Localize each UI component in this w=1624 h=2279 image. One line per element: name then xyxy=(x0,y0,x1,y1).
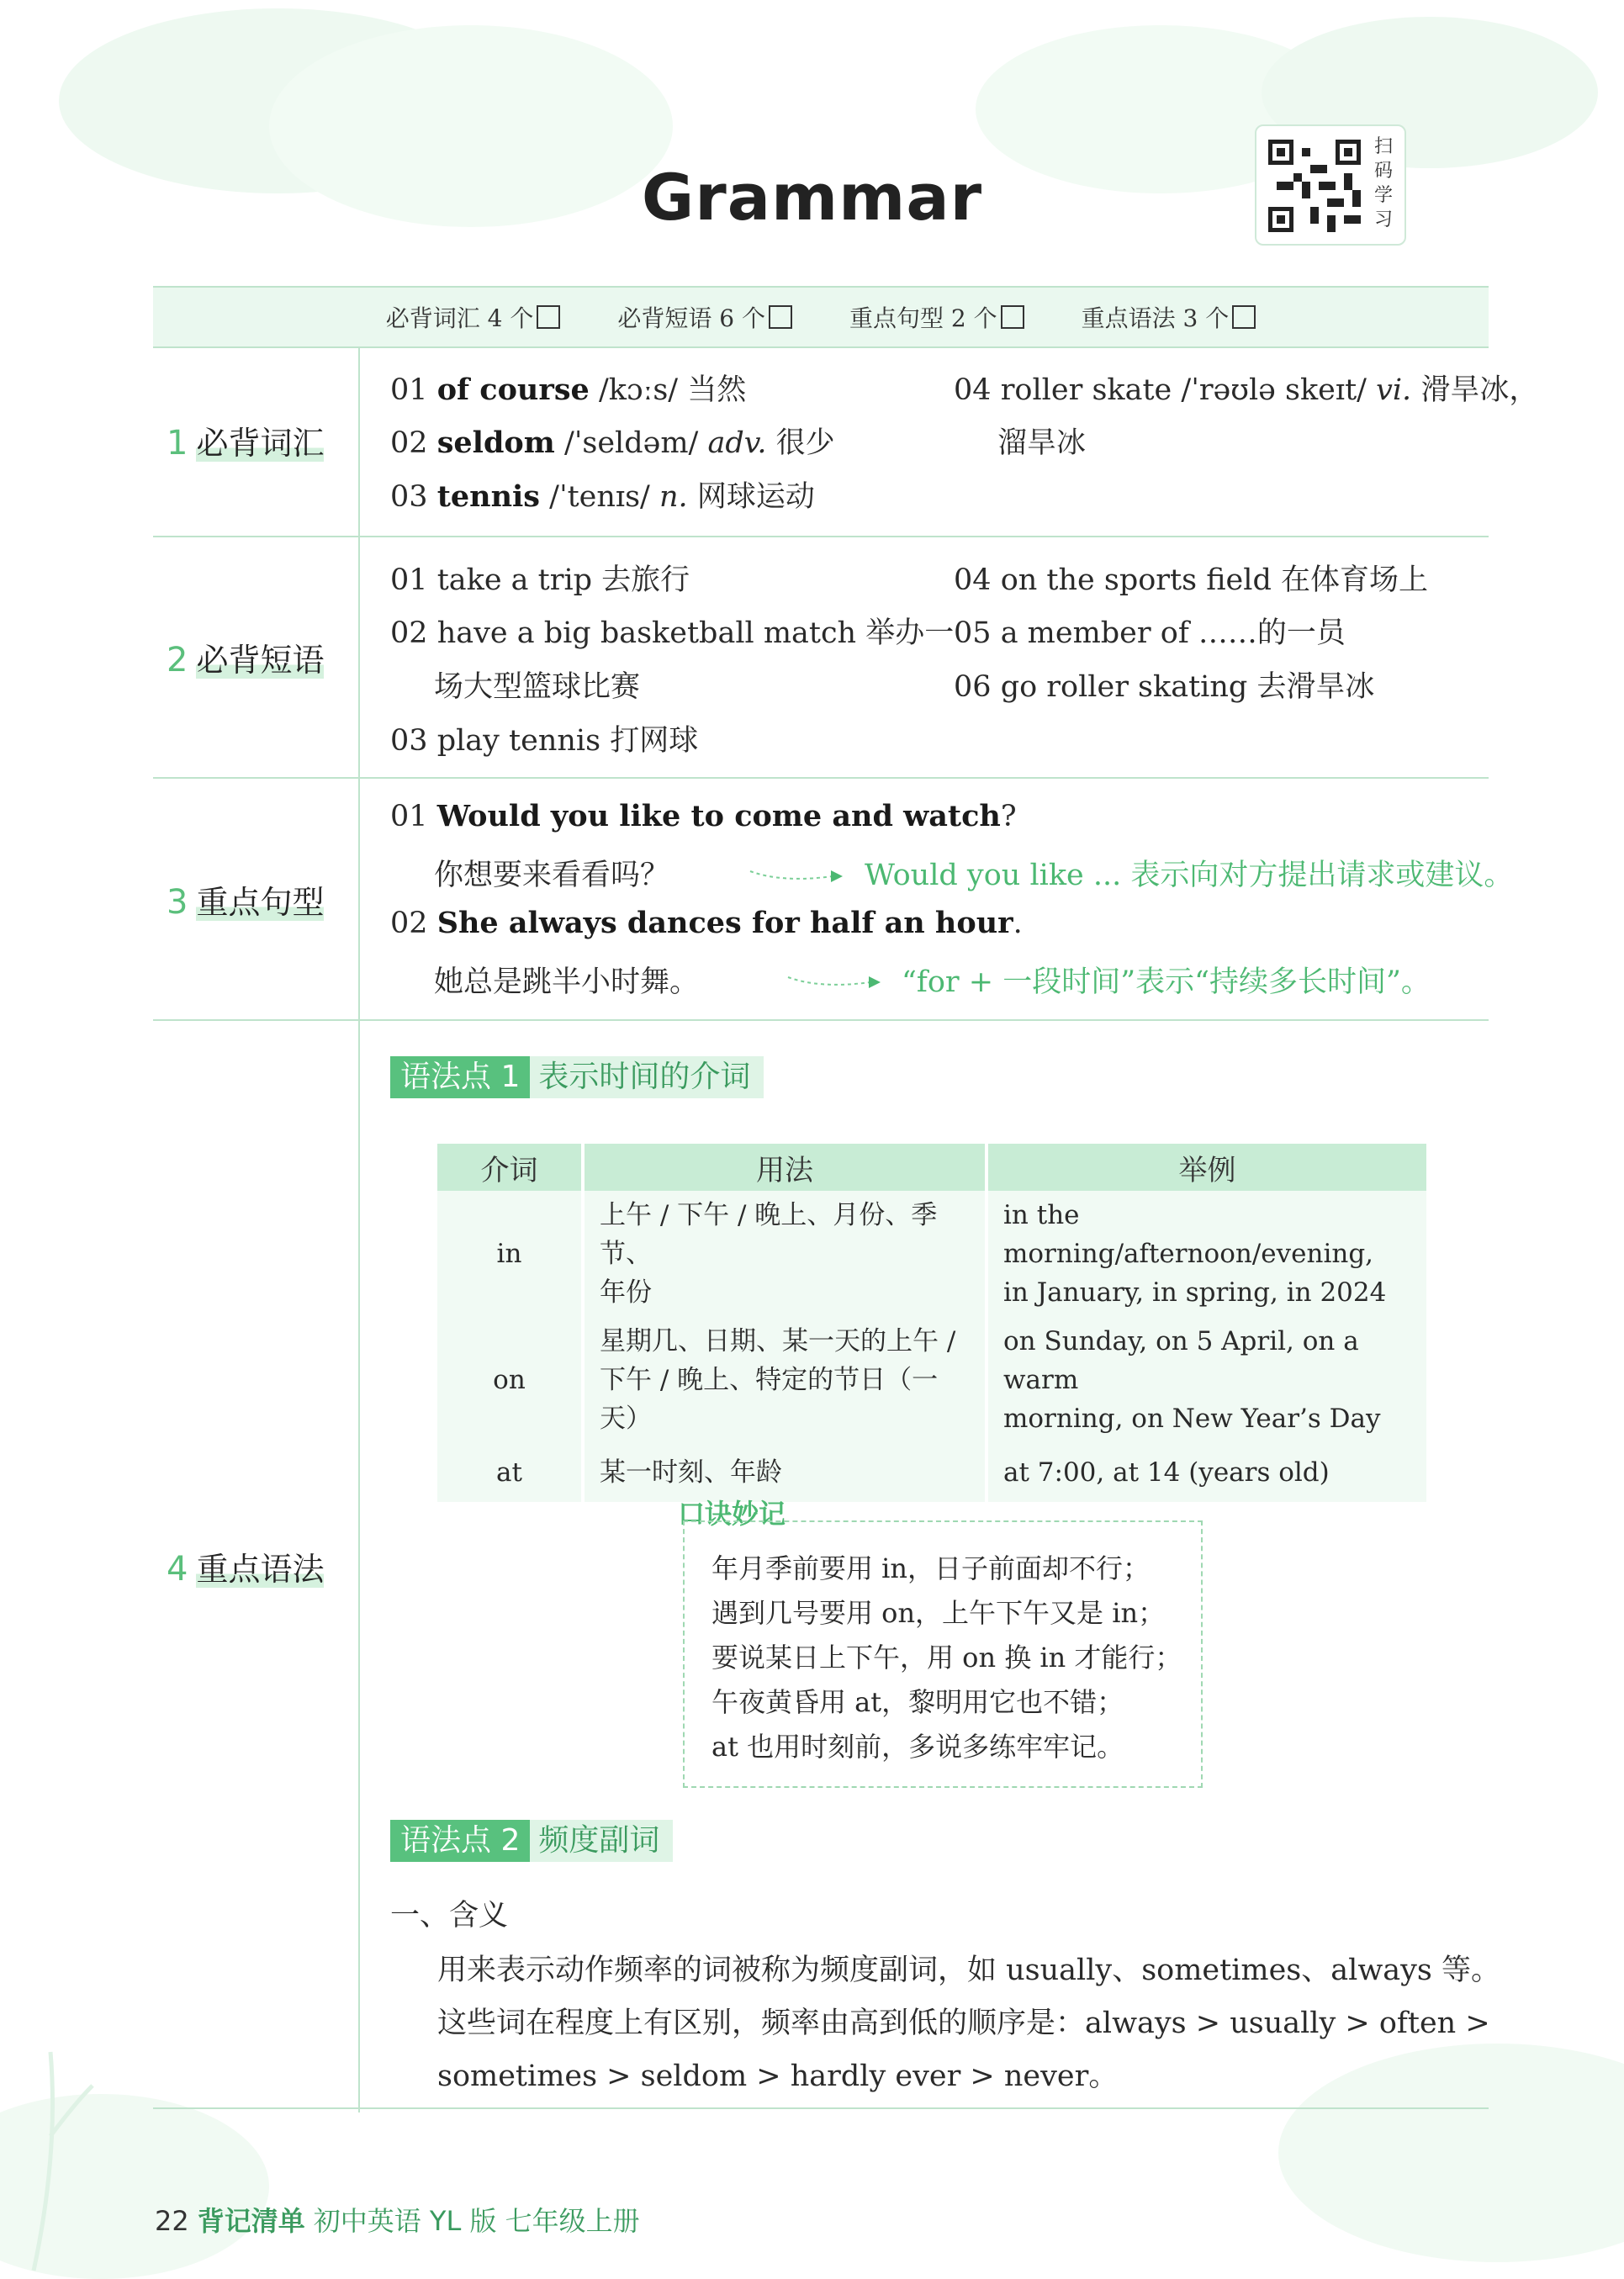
qr-code-icon xyxy=(1268,140,1361,232)
paragraph-line: 用来表示动作频率的词被称为频度副词，如 usually、sometimes、always 等。 xyxy=(437,1954,1501,1987)
table-cell: 星期几、日期、某一天的上午 / 下午 / 晚上、特定的节日（一天） xyxy=(583,1317,987,1443)
series-name: 背记清单 xyxy=(197,2205,305,2237)
vocab-item: 02 seldom /ˈseldəm/ adv. 很少 xyxy=(390,426,835,460)
table-header-row xyxy=(437,1144,1428,1191)
checkbox[interactable] xyxy=(1001,305,1024,329)
table-row xyxy=(437,1191,1428,1317)
table-cell: at xyxy=(437,1443,583,1502)
arrow-icon xyxy=(786,967,887,992)
checkbox[interactable] xyxy=(1232,305,1256,329)
mnemonic-line: 午夜黄昏用 at，黎明用它也不错； xyxy=(711,1686,1124,1718)
phrase-item: 03 play tennis 打网球 xyxy=(390,724,699,758)
mnemonic-line: 年月季前要用 in，日子前面却不行； xyxy=(711,1552,1151,1584)
section-label-phrases: 2 必背短语 xyxy=(167,641,325,679)
page-number: 22 xyxy=(155,2205,189,2237)
table-header: 用法 xyxy=(583,1144,987,1191)
page-title: Grammar xyxy=(641,160,983,235)
mnemonic-line: at 也用时刻前，多说多练牢牢记。 xyxy=(711,1731,1124,1763)
table-row xyxy=(437,1317,1428,1443)
book-subject: 初中英语 YL 版 七年级上册 xyxy=(313,2205,640,2237)
paragraph-line: 这些词在程度上有区别，频率由高到低的顺序是：always > usually > often > xyxy=(437,2007,1490,2040)
summary-bar xyxy=(153,286,1489,348)
mnemonic-box xyxy=(683,1520,1203,1788)
vocab-item: 04 roller skate /ˈrəʊlə skeɪt/ vi. 滑旱冰， xyxy=(954,373,1539,407)
section-divider xyxy=(153,1019,1489,1021)
phrase-item-continued: 场大型篮球比赛 xyxy=(434,670,641,704)
table-cell: on xyxy=(437,1317,583,1443)
section-label-vocab: 1 必背词汇 xyxy=(167,424,325,463)
table-cell: on Sunday, on 5 April, on a warm morning, on New Year’s Day xyxy=(987,1317,1428,1443)
section-divider xyxy=(153,2107,1489,2109)
phrase-item: 02 have a big basketball match 举办一 xyxy=(390,616,955,650)
phrase-item: 05 a member of ……的一员 xyxy=(954,616,1346,650)
summary-item[interactable]: 重点语法 3 个 xyxy=(1082,300,1256,334)
qr-label: 扫码学习 xyxy=(1373,136,1393,230)
section-label-grammar: 4 重点语法 xyxy=(167,1550,325,1589)
mnemonic-title: 口诀妙记 xyxy=(678,1498,786,1530)
page-footer xyxy=(155,2200,640,2239)
grammar-point-tag: 语法点 2 频度副词 xyxy=(390,1820,673,1862)
vocab-item-continued: 溜旱冰 xyxy=(997,426,1087,460)
table-cell: 某一时刻、年龄 xyxy=(583,1443,987,1502)
sentence-zh: 她总是跳半小时舞。 xyxy=(434,965,700,999)
preposition-table xyxy=(437,1144,1430,1502)
table-cell: in the morning/afternoon/evening, in January, in spring, in 2024 xyxy=(987,1191,1428,1317)
summary-item[interactable]: 必背短语 6 个 xyxy=(617,300,792,334)
qr-code-panel[interactable] xyxy=(1255,124,1406,246)
phrase-item: 04 on the sports field 在体育场上 xyxy=(954,563,1428,597)
arrow-icon xyxy=(749,861,849,886)
checkbox[interactable] xyxy=(769,305,792,329)
mnemonic-line: 遇到几号要用 on，上午下午又是 in； xyxy=(711,1597,1166,1629)
table-header: 举例 xyxy=(987,1144,1428,1191)
column-divider xyxy=(358,346,360,2112)
mnemonic-line: 要说某日上下午，用 on 换 in 才能行； xyxy=(711,1642,1182,1674)
table-cell: at 7:00, at 14 (years old) xyxy=(987,1443,1428,1502)
section-label-sentences: 3 重点句型 xyxy=(167,883,325,922)
sentence-zh: 你想要来看看吗？ xyxy=(434,859,670,892)
vocab-item: 01 of course /kɔːs/ 当然 xyxy=(390,373,747,407)
vocab-item: 03 tennis /ˈtenɪs/ n. 网球运动 xyxy=(390,479,815,514)
table-cell: 上午 / 下午 / 晚上、月份、季节、 年份 xyxy=(583,1191,987,1317)
section-divider xyxy=(153,777,1489,779)
table-header: 介词 xyxy=(437,1144,583,1191)
phrase-item: 06 go roller skating 去滑旱冰 xyxy=(954,670,1375,704)
summary-item[interactable]: 重点句型 2 个 xyxy=(849,300,1024,334)
summary-item[interactable]: 必背词汇 4 个 xyxy=(386,300,561,334)
paragraph-line: sometimes > seldom > hardly ever > never。 xyxy=(437,2060,1119,2093)
sub-heading: 一、含义 xyxy=(390,1899,509,1933)
section-divider xyxy=(153,536,1489,537)
table-cell: in xyxy=(437,1191,583,1317)
checkbox[interactable] xyxy=(537,305,560,329)
sentence-en: 01 Would you like to come and watch? xyxy=(390,799,1017,833)
table-row xyxy=(437,1443,1428,1502)
grammar-point-tag: 语法点 1 表示时间的介词 xyxy=(390,1056,764,1098)
sentence-note: Would you like ... 表示向对方提出请求或建议。 xyxy=(865,859,1514,892)
phrase-item: 01 take a trip 去旅行 xyxy=(390,563,690,597)
sentence-en: 02 She always dances for half an hour. xyxy=(390,906,1023,940)
sentence-note: “for + 一段时间”表示“持续多长时间”。 xyxy=(902,965,1431,999)
